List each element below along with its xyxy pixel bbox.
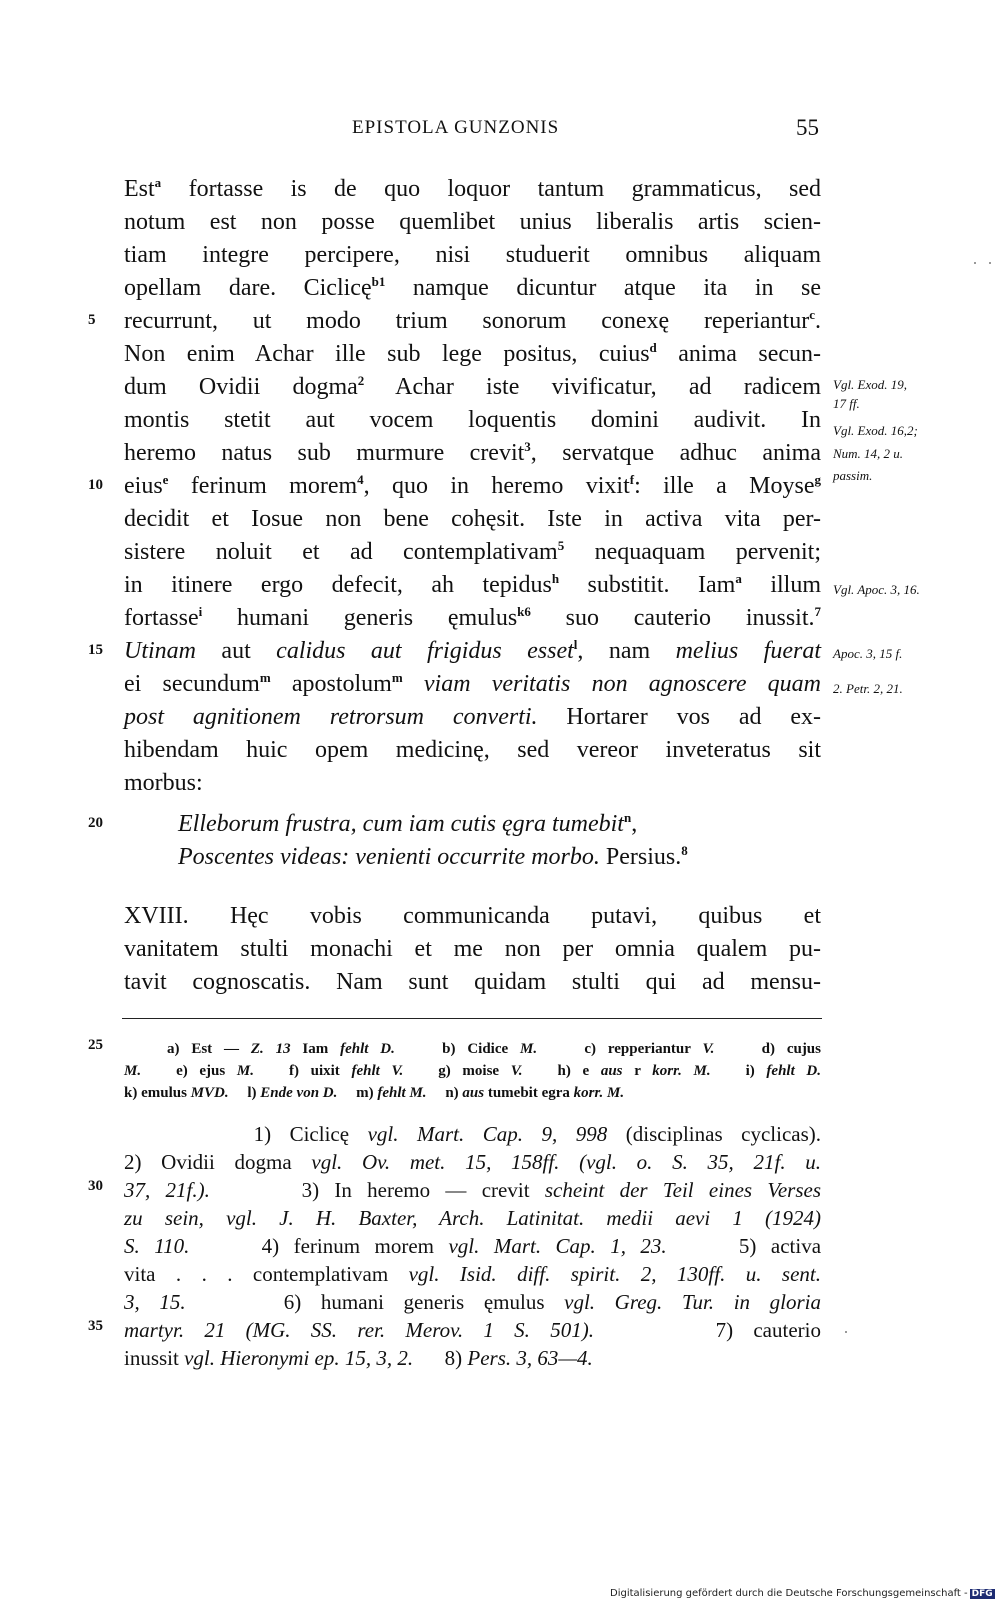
credit-text: Digitalisierung gefördert durch die Deutsche Forschungsgemeinschaft - [610, 1588, 968, 1599]
text-line: notum est non posse quemlibet unius liberalis artis scien- [124, 209, 821, 235]
text-line: dum Ovidii dogma$^2$ Achar iste vivificatur, ad radicem [124, 373, 821, 400]
text-line: eius$^e$ ferinum morem$^4$, quo in heremo vixit$^f$: ille a Moyse$^g$ [124, 472, 822, 499]
section-line: vanitatem stulti monachi et me non per omnia qualem pu- [124, 936, 821, 962]
text-line: in itinere ergo defecit, ah tepidus$^h$ substitit. Iam$^a$ illum [124, 571, 821, 598]
digitization-credit [610, 1588, 995, 1599]
footnote-line: inussit vgl. Hieronymi ep. 15, 3, 2. 8) Pers. 3, 63—4. [124, 1346, 593, 1370]
text-line: post agnitionem retrorsum converti. Hortarer vos ad ex- [124, 704, 822, 730]
margin-reference: Num. 14, 2 u. [833, 446, 904, 461]
footnote-line: martyr. 21 (MG. SS. rer. Merov. 1 S. 501). 7) cauterio [124, 1318, 821, 1342]
text-line: recurrunt, ut modo trium sonorum conexę reperiantur$^c$. [124, 307, 821, 334]
section-line: tavit cognoscatis. Nam sunt quidam stulti qui ad mensu- [124, 969, 821, 995]
text-line: montis stetit aut vocem loquentis domini audivit. In [124, 407, 821, 433]
section-line: XVIII. Hęc vobis communicanda putavi, quibus et [124, 903, 821, 929]
footnote-line: S. 110. 4) ferinum morem vgl. Mart. Cap. 1, 23. 5) activa [124, 1234, 822, 1258]
line-number: 10 [88, 477, 103, 493]
text-line: Est$^a$ fortasse is de quo loquor tantum grammaticus, sed [124, 175, 821, 202]
text-line: Utinam aut calidus aut frigidus esset$^l$, nam melius fuerat [124, 637, 821, 664]
text-line: morbus: [124, 770, 203, 796]
apparatus-line: a) Est — Z. 13 Iam fehlt D. b) Cidice M. c) repperiantur V. d) cujus [167, 1041, 821, 1057]
footnote-line: 37, 21f.). 3) In heremo — crevit scheint der Teil eines Verses [124, 1178, 822, 1202]
text-line: fortasse$^i$ humani generis ęmulus$^{k6}$ suo cauterio inussit.$^7$ [124, 604, 821, 631]
text-line: ei secundum$^m$ apostolum$^m$ viam veritatis non agnoscere quam [124, 670, 822, 697]
margin-reference: Vgl. Exod. 16,2; [833, 423, 918, 438]
text-line: tiam integre percipere, nisi studuerit omnibus aliquam [124, 242, 821, 268]
margin-reference: Vgl. Apoc. 3, 16. [833, 582, 920, 597]
margin-reference: Apoc. 3, 15 f. [833, 646, 903, 661]
margin-reference: passim. [833, 468, 873, 483]
footnote-line: 2) Ovidii dogma vgl. Ov. met. 15, 158ff. (vgl. o. S. 35, 21f. u. [124, 1150, 821, 1174]
line-number: 20 [88, 815, 103, 831]
line-number: 5 [88, 312, 96, 328]
scan-speck [974, 262, 976, 264]
margin-reference: 2. Petr. 2, 21. [833, 681, 903, 696]
margin-reference: 17 ff. [833, 396, 860, 411]
page-number: 55 [796, 115, 819, 140]
line-number: 30 [88, 1178, 103, 1194]
apparatus-line: k) emulus MVD. l) Ende von D. m) fehlt M. n) aus tumebit egra korr. M. [124, 1085, 625, 1101]
footnote-divider [122, 1018, 822, 1019]
verse-line: Poscentes videas: venienti occurrite morbo. Persius.$^8$ [178, 843, 688, 870]
footnote-line: zu sein, vgl. J. H. Baxter, Arch. Latinitat. medii aevi 1 (1924) [124, 1206, 821, 1230]
text-line: heremo natus sub murmure crevit$^3$, servatque adhuc anima [124, 439, 821, 466]
footnote-line: vita . . . contemplativam vgl. Isid. diff. spirit. 2, 130ff. u. sent. [124, 1262, 821, 1286]
text-line: decidit et Iosue non bene cohęsit. Iste in activa vita per- [124, 506, 821, 532]
dfg-logo: DFG [971, 1589, 993, 1599]
footnote-line: 3, 15. 6) humani generis ęmulus vgl. Greg. Tur. in gloria [124, 1290, 822, 1314]
text-line: opellam dare. Ciclicę$^{b1}$ namque dicuntur atque ita in se [124, 274, 821, 301]
text-line: Non enim Achar ille sub lege positus, cuius$^d$ anima secun- [124, 340, 821, 367]
margin-reference: Vgl. Exod. 19, [833, 377, 908, 392]
apparatus-line: M. e) ejus M. f) uixit fehlt V. g) moise V. h) e aus r korr. M. i) fehlt D. [124, 1063, 821, 1079]
running-title: EPISTOLA GUNZONIS [352, 117, 560, 138]
text-line: sistere noluit et ad contemplativam$^5$ nequaquam pervenit; [124, 538, 821, 565]
line-number: 25 [88, 1037, 103, 1053]
line-number: 35 [88, 1318, 103, 1334]
scan-speck [989, 262, 991, 264]
scan-speck [845, 1331, 847, 1333]
verse-line: Elleborum frustra, cum iam cutis ęgra tumebit$^n$, [178, 810, 638, 837]
footnote-line: 1) Ciclicę vgl. Mart. Cap. 9, 998 (disciplinas cyclicas). [124, 1122, 822, 1146]
text-line: hibendam huic opem medicinę, sed vereor inveteratus sit [124, 737, 821, 763]
line-number: 15 [88, 642, 103, 658]
